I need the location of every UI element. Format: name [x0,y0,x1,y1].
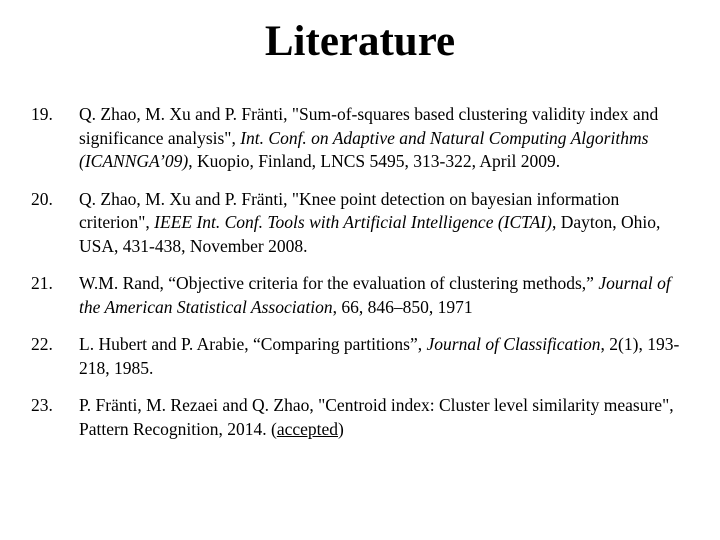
accepted-status: accepted [276,418,339,439]
reference-number: 21. [31,273,53,293]
reference-item [31,394,691,441]
reference-number: 22. [31,334,53,354]
reference-item [31,188,691,259]
reference-details: ) [338,418,344,439]
reference-item [31,333,691,380]
reference-number: 20. [31,188,53,209]
reference-text [79,188,691,259]
reference-text [79,394,691,441]
slide-title: Literature [264,18,456,65]
reference-details: , 2(1), 193-218, 1985. [79,334,680,378]
reference-item [31,103,691,174]
reference-authors-title: P. Fränti, M. Rezaei and Q. Zhao, "Centroid index: Cluster level similarity measure", Pattern Recognition, 2014. ( [79,395,674,439]
reference-number: 19. [31,104,53,124]
reference-list [31,103,691,455]
reference-text [79,333,691,380]
reference-venue: IEEE Int. Conf. Tools with Artificial Intelligence (ICTAI) [154,212,552,232]
reference-venue: Journal of the American Statistical Association [79,273,671,317]
reference-authors-title: Q. Zhao, M. Xu and P. Fränti, "Knee point detection on bayesian information criterion", [79,188,620,232]
reference-venue: Int. Conf. on Adaptive and Natural Computing Algorithms (ICANNGA’09) [79,127,649,171]
reference-text [79,272,691,319]
reference-text [79,103,691,174]
reference-number: 23. [31,395,53,415]
reference-authors-title: Q. Zhao, M. Xu and P. Fränti, "Sum-of-squares based clustering validity index and significance analysis", [79,104,659,148]
reference-authors-title: W.M. Rand, “Objective criteria for the evaluation of clustering methods,” [79,273,599,293]
reference-details: , Dayton, Ohio, USA, 431-438, November 2008. [79,212,661,256]
reference-details: , 66, 846–850, 1971 [332,296,473,317]
reference-authors-title: L. Hubert and P. Arabie, “Comparing partitions”, [79,334,427,354]
reference-item [31,272,691,319]
reference-venue: Journal of Classification [426,334,601,354]
reference-details: , Kuopio, Finland, LNCS 5495, 313-322, April 2009. [188,151,561,171]
